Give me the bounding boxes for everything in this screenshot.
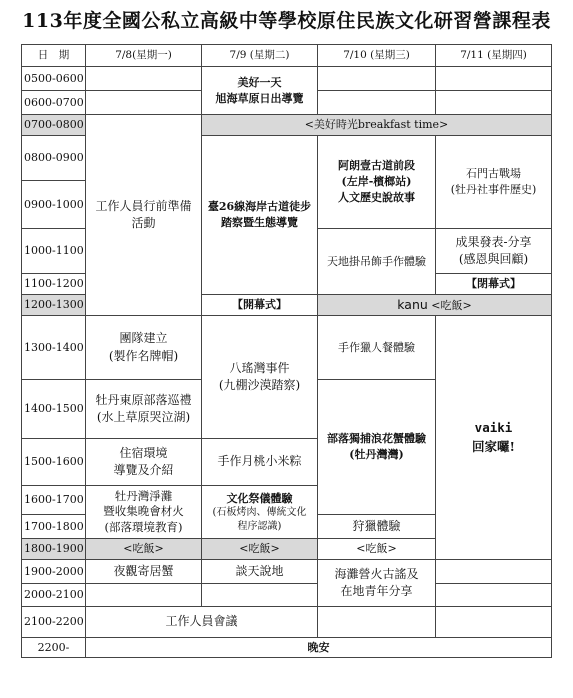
home-text: 回家囉!	[472, 438, 515, 454]
cell-d3-crab: 部落獨捕浪花蟹體驗 (牡丹灣灣)	[318, 380, 436, 515]
header-date: 日 期	[22, 45, 86, 67]
time-slot: 1400-1500	[22, 380, 86, 439]
cell-d2-dinner: <吃飯>	[202, 539, 318, 560]
row-0700	[22, 115, 552, 136]
cell-d4-result: 成果發表-分享 (感恩與回顧)	[436, 229, 552, 274]
cell-d3-trail: 阿朗壹古道前段 (左岸-檳榔站) 人文歷史說故事	[318, 136, 436, 229]
cell-d3-night: 海灘營火古謠及 在地青年分享	[318, 560, 436, 607]
schedule-table	[21, 44, 552, 658]
empty-cell	[86, 584, 202, 607]
cell-d3-hunt: 狩獵體驗	[318, 515, 436, 539]
lunch-tag: <吃飯>	[431, 298, 472, 312]
empty-cell	[436, 560, 552, 584]
cell-d1-opening: 【開幕式】	[202, 295, 318, 316]
cell-d2-ritual	[202, 486, 318, 539]
lunch-kanu: kanu	[397, 296, 428, 312]
cell-d4-battlefield: 石門古戰場 (牡丹社事件歷史)	[436, 136, 552, 229]
row-2200	[22, 638, 552, 658]
time-slot: 2000-2100	[22, 584, 86, 607]
empty-cell	[86, 91, 202, 115]
cell-d2-bayao: 八瑤灣事件 (九棚沙漠踏察)	[202, 316, 318, 439]
time-slot: 0800-0900	[22, 136, 86, 181]
row-0500	[22, 67, 552, 91]
time-slot: 0500-0600	[22, 67, 86, 91]
cell-goodnight: 晚安	[86, 638, 552, 658]
empty-cell	[436, 67, 552, 91]
empty-cell	[436, 91, 552, 115]
cell-d1-stay: 住宿環境 導覽及介紹	[86, 439, 202, 486]
time-slot: 1000-1100	[22, 229, 86, 274]
header-day-3: 7/10 (星期三)	[318, 45, 436, 67]
time-slot: 1200-1300	[22, 295, 86, 316]
time-slot: 1300-1400	[22, 316, 86, 380]
time-slot: 1800-1900	[22, 539, 86, 560]
cell-d2-zongzi: 手作月桃小米粽	[202, 439, 318, 486]
empty-cell	[318, 607, 436, 638]
row-2000	[22, 584, 552, 607]
row-1300	[22, 316, 552, 380]
empty-cell	[318, 67, 436, 91]
cell-d1-tribe: 牡丹東原部落巡禮 (水上草原哭泣湖)	[86, 380, 202, 439]
empty-cell	[86, 67, 202, 91]
empty-cell	[436, 584, 552, 607]
cell-d3-hunter-meal: 手作獵人餐體驗	[318, 316, 436, 380]
header-day-2: 7/9 (星期二)	[202, 45, 318, 67]
time-slot: 1900-2000	[22, 560, 86, 584]
cell-d1-beach: 牡丹灣淨灘 暨收集晚會材火 (部落環境教育)	[86, 486, 202, 539]
time-slot: 0900-1000	[22, 181, 86, 229]
cell-staff-meeting: 工作人員會議	[86, 607, 318, 638]
cell-d1-dinner: <吃飯>	[86, 539, 202, 560]
cell-d3-dinner: <吃飯>	[318, 539, 436, 560]
ritual-sub: (石板烤肉、傳統文化 程序認識)	[212, 507, 307, 532]
row-2100	[22, 607, 552, 638]
empty-cell	[202, 584, 318, 607]
cell-d4-home	[436, 316, 552, 560]
empty-cell	[318, 91, 436, 115]
time-slot: 1700-1800	[22, 515, 86, 539]
home-vaiki: vaiki	[474, 420, 513, 436]
cell-d2-hike: 臺26線海岸古道徒步 踏察暨生態導覽	[202, 136, 318, 295]
cell-d1-prep: 工作人員行前準備 活動	[86, 115, 202, 316]
time-slot: 0700-0800	[22, 115, 86, 136]
ritual-title: 文化祭儀體驗	[226, 491, 293, 505]
header-day-4: 7/11 (星期四)	[436, 45, 552, 67]
cell-d1-night: 夜觀寄居蟹	[86, 560, 202, 584]
empty-cell	[436, 607, 552, 638]
row-1900	[22, 560, 552, 584]
time-slot: 1500-1600	[22, 439, 86, 486]
time-slot: 1100-1200	[22, 274, 86, 295]
cell-breakfast: <美好時光breakfast time>	[202, 115, 552, 136]
cell-d1-team: 團隊建立 (製作名牌帽)	[86, 316, 202, 380]
cell-d4-closing: 【閉幕式】	[436, 274, 552, 295]
time-slot: 0600-0700	[22, 91, 86, 115]
time-slot: 2100-2200	[22, 607, 86, 638]
cell-d3-craft: 天地掛吊飾手作體驗	[318, 229, 436, 295]
time-slot: 1600-1700	[22, 486, 86, 515]
header-day-1: 7/8(星期一)	[86, 45, 202, 67]
page-title: 113年度全國公私立高級中等學校原住民族文化研習營課程表	[22, 10, 551, 32]
header-row	[22, 45, 552, 67]
cell-d2-sunrise: 美好一天 旭海草原日出導覽	[202, 67, 318, 115]
cell-d2-night: 談天說地	[202, 560, 318, 584]
time-slot: 2200-	[22, 638, 86, 658]
cell-lunch	[318, 295, 552, 316]
